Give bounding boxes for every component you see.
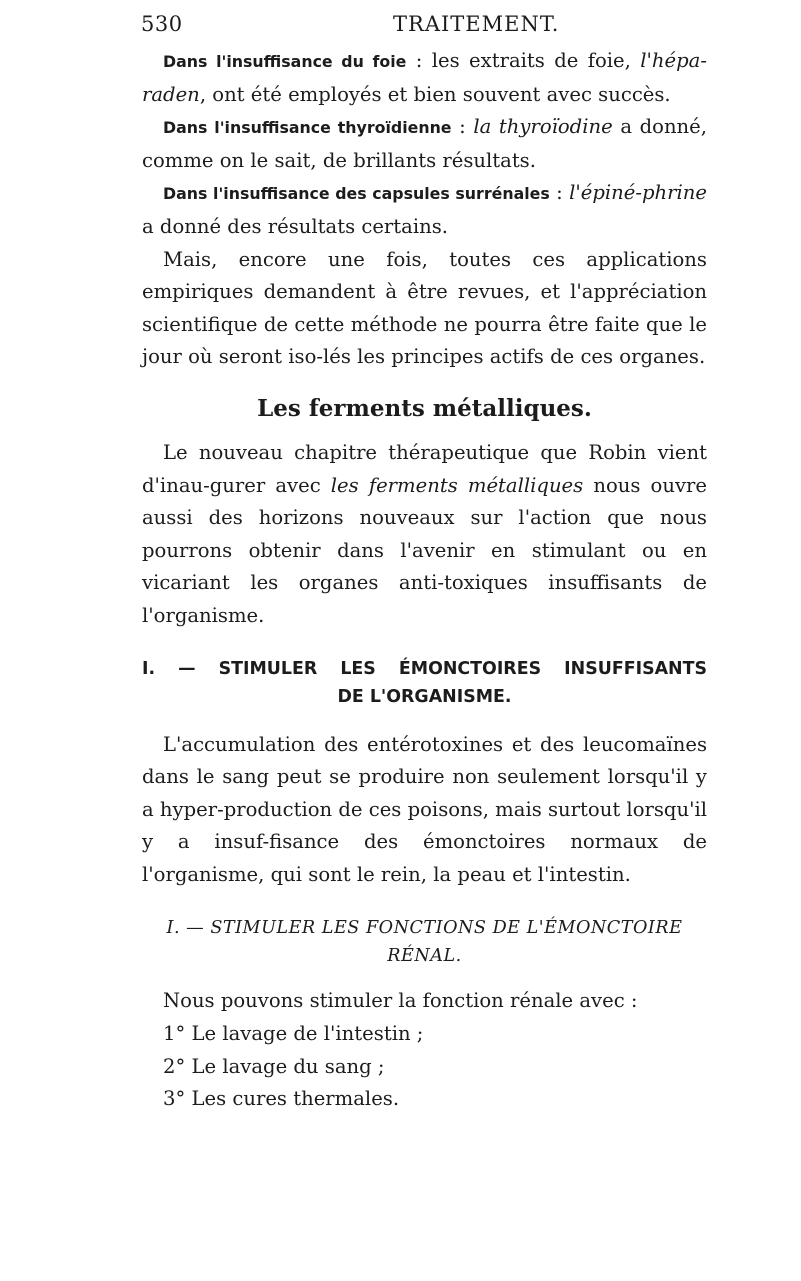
paragraph-empiric: Mais, encore une fois, toutes ces applications empiriques demandent à être revues, et l'appréciation scientifique de cette méthode ne pourra être faite que le jour où seront iso-lés les principes actifs de ces organes. xyxy=(142,247,707,369)
running-title: TRAITEMENT. xyxy=(393,12,560,36)
list-item: 3° Les cures thermales. xyxy=(163,1087,400,1111)
lead-adrenal: Dans l'insuffisance des capsules surrénales xyxy=(163,184,550,204)
subsection-heading-line2: RÉNAL. xyxy=(387,946,462,967)
term-epinephrine: l'épiné-phrine xyxy=(569,181,707,205)
paragraph-liver: Dans l'insuffisance du foie : les extraits de foie, l'hépa-raden, ont été employés et bien souvent avec succès. xyxy=(142,49,707,106)
heading-ferments: Les ferments métalliques. xyxy=(257,394,592,422)
page-header xyxy=(0,6,801,42)
paragraph-thyroid: Dans l'insuffisance thyroïdienne : la thyroïodine a donné, comme on le sait, de brillants résultats. xyxy=(142,115,708,172)
section-heading xyxy=(142,655,707,711)
list-item: 1° Le lavage de l'intestin ; xyxy=(163,1022,424,1046)
term-ferments: les ferments métalliques xyxy=(330,473,584,497)
term-thyroiodine: la thyroïodine xyxy=(473,115,613,139)
paragraph-ferments: Le nouveau chapitre thérapeutique que Robin vient d'inau-gurer avec les ferments métalliques nous ouvre aussi des horizons nouveaux sur l'action que nous pourrons obtenir dans l'avenir en stimulant ou en vicariant les organes anti-toxiques insuffisants de l'organisme. xyxy=(142,440,707,627)
lead-liver: Dans l'insuffisance du foie xyxy=(163,52,407,71)
lead-thyroid: Dans l'insuffisance thyroïdienne xyxy=(163,118,452,138)
page-number: 530 xyxy=(141,12,183,36)
paragraph-adrenal: Dans l'insuffisance des capsules surrénales : l'épiné-phrine a donné des résultats certains. xyxy=(142,181,707,238)
term-heparaden: l'hépa-raden xyxy=(142,49,707,106)
page-body xyxy=(142,45,707,1116)
section-heading-line2: DE L'ORGANISME. xyxy=(337,686,512,707)
subsection-heading xyxy=(142,914,707,970)
paragraph-renal: Nous pouvons stimuler la fonction rénale avec : xyxy=(163,989,638,1013)
list-item: 2° Le lavage du sang ; xyxy=(163,1054,385,1078)
subsection-heading-line1: I. — STIMULER LES FONCTIONS DE L'ÉMONCTOIRE xyxy=(166,918,683,939)
section-heading-line1: I. — STIMULER LES ÉMONCTOIRES INSUFFISANTS xyxy=(142,658,707,679)
paragraph-accumulation: L'accumulation des entérotoxines et des leucomaïnes dans le sang peut se produire non seulement lorsqu'il y a hyper-production de ces poisons, mais surtout lorsqu'il y a insuf-fisance des émonctoires normaux de l'organisme, qui sont le rein, la peau et l'intestin. xyxy=(142,732,707,886)
